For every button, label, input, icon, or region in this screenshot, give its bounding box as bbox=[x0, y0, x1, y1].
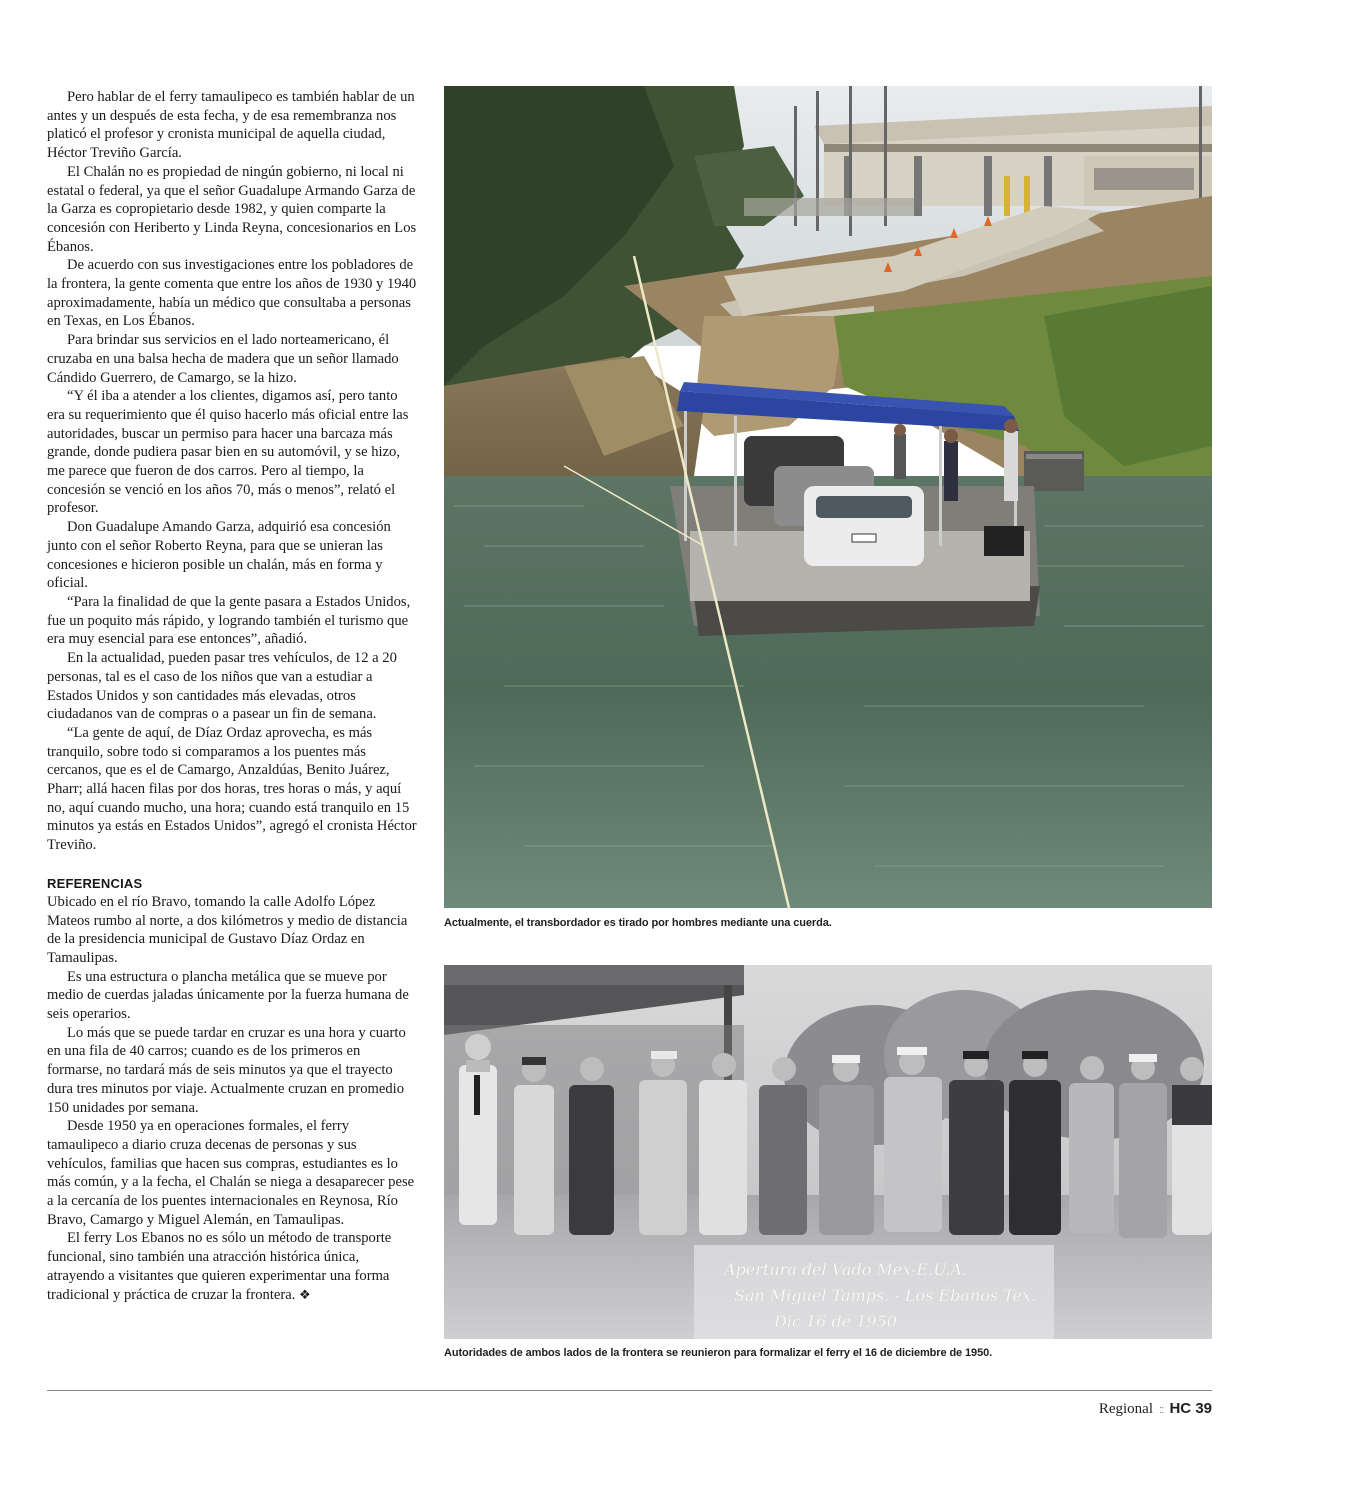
references-paragraph-text: El ferry Los Ebanos no es sólo un método de transporte funcional, sino también una atracción histórica única, atrayendo a visitantes que quieren experimentar una forma tradicional y práctica de cruzar la frontera. bbox=[47, 1230, 392, 1303]
references-paragraph: Es una estructura o plancha metálica que se mueve por medio de cuerdas jaladas únicamente por la fuerza humana de seis operarios. bbox=[47, 968, 409, 1023]
section-name: Regional bbox=[1098, 1401, 1153, 1417]
page-number: 39 bbox=[1195, 1400, 1212, 1417]
article-paragraph: “La gente de aquí, de Díaz Ordaz aprovecha, es más tranquilo, sobre todo si comparamos a los puentes más cercanos, que es el de Camargo, Anzaldúas, Benito Juárez, Pharr; allá hacen filas por dos horas, tres horas o más, y aquí no, aquí cuando mucho, una hora; cuando está tranquilo en 15 minutos ya estás en Estados Unidos”, agregó el cronista Héctor Treviño. bbox=[47, 724, 417, 854]
article-column bbox=[47, 88, 417, 1305]
ferry-photo-illustration bbox=[444, 86, 1212, 908]
article-paragraph: “Para la finalidad de que la gente pasara a Estados Unidos, fue un poquito más rápido, y logrando también el turismo que era muy esencial para ese entonces”, añadió. bbox=[47, 593, 411, 648]
references-paragraph: Ubicado en el río Bravo, tomando la calle Adolfo López Mateos rumbo al norte, a dos kilómetros y medio de distancia de la presidencia municipal de Gustavo Díaz Ordaz en Tamaulipas. bbox=[47, 893, 408, 966]
end-mark-icon: ❖ bbox=[299, 1287, 311, 1303]
magazine-brand: HC bbox=[1169, 1400, 1192, 1417]
inscription-line: San Miguel Tamps. - Los Ébanos Tex. bbox=[734, 1286, 1037, 1305]
historic-photo-illustration bbox=[444, 965, 1212, 1339]
footer-rule bbox=[47, 1390, 1212, 1391]
historic-photo bbox=[444, 965, 1212, 1339]
article-paragraph: “Y él iba a atender a los clientes, digamos así, pero tanto era su requerimiento que él quiso hacerlo más oficial entre las autoridades, buscar un permiso para hacer una barcaza más grande, donde pudiera pasar bien en su automóvil, y se hizo, me parece que fueron de dos carros. Pero al tiempo, la concesión se venció en los años 70, más o menos”, relató el profesor. bbox=[47, 388, 409, 517]
article-paragraph: De acuerdo con sus investigaciones entre los pobladores de la frontera, la gente comenta que entre los años de 1930 y 1940 aproximadamente, había un médico que consultaba a personas en Texas, en Los Ébanos. bbox=[47, 257, 417, 330]
article-paragraph: Pero hablar de el ferry tamaulipeco es también hablar de un antes y un después de esta fecha, y de esa remembranza nos platicó el profesor y cronista municipal de aquella ciudad, Héctor Treviño García. bbox=[47, 89, 415, 162]
historic-photo-caption: Autoridades de ambos lados de la frontera se reunieron para formalizar el ferry el 16 de diciembre de 1950. bbox=[444, 1347, 993, 1359]
folio-separator: :: bbox=[1159, 1404, 1164, 1416]
page-folio bbox=[1099, 1400, 1212, 1418]
article-paragraph: Para brindar sus servicios en el lado norteamericano, él cruzaba en una balsa hecha de madera que un señor llamado Cándido Guerrero, de Camargo, se la hizo. bbox=[47, 332, 399, 386]
references-paragraph: Lo más que se puede tardar en cruzar es una hora y cuarto en una fila de 40 carros; cuando es de los primeros en formarse, no tardará más de seis minutos ya que el trayecto dura tres minutos por viaje. Actualmente cruzan en promedio 150 unidades por semana. bbox=[47, 1024, 406, 1116]
inscription-line: Dic 16 de 1950 bbox=[774, 1312, 897, 1331]
ferry-photo bbox=[444, 86, 1212, 908]
article-paragraph: Don Guadalupe Amando Garza, adquirió esa concesión junto con el señor Roberto Reyna, para que se unieran las concesiones e hicieron posible un chalán, más en forma y oficial. bbox=[47, 519, 391, 592]
references-heading: REFERENCIAS bbox=[47, 875, 143, 891]
inscription-line: Apertura del Vado Mex-E.U.A. bbox=[724, 1260, 967, 1279]
references-paragraph bbox=[47, 1229, 417, 1305]
references-paragraph: Desde 1950 ya en operaciones formales, el ferry tamaulipeco a diario cruza decenas de personas y sus vehículos, familias que hacen sus compras, estudiantes es lo más común, y a la fecha, el Chalán se niega a desaparecer pese a la cercanía de los puentes internacionales en Reynosa, Río Bravo, Camargo y Miguel Alemán, en Tamaulipas. bbox=[47, 1118, 415, 1228]
article-paragraph: En la actualidad, pueden pasar tres vehículos, de 12 a 20 personas, tal es el caso de los niños que van a estudiar a Estados Unidos y son cantidades más elevadas, otros ciudadanos van de compras o a pasear un fin de semana. bbox=[47, 650, 397, 723]
article-paragraph: El Chalán no es propiedad de ningún gobierno, ni local ni estatal o federal, ya que el señor Guadalupe Armando Garza de la Garza es copropietario desde 1982, y quien comparte la concesión con Heriberto y Linda Reyna, concesionarios en Los Ébanos. bbox=[47, 163, 417, 255]
ferry-photo-caption: Actualmente, el transbordador es tirado por hombres mediante una cuerda. bbox=[444, 917, 832, 929]
